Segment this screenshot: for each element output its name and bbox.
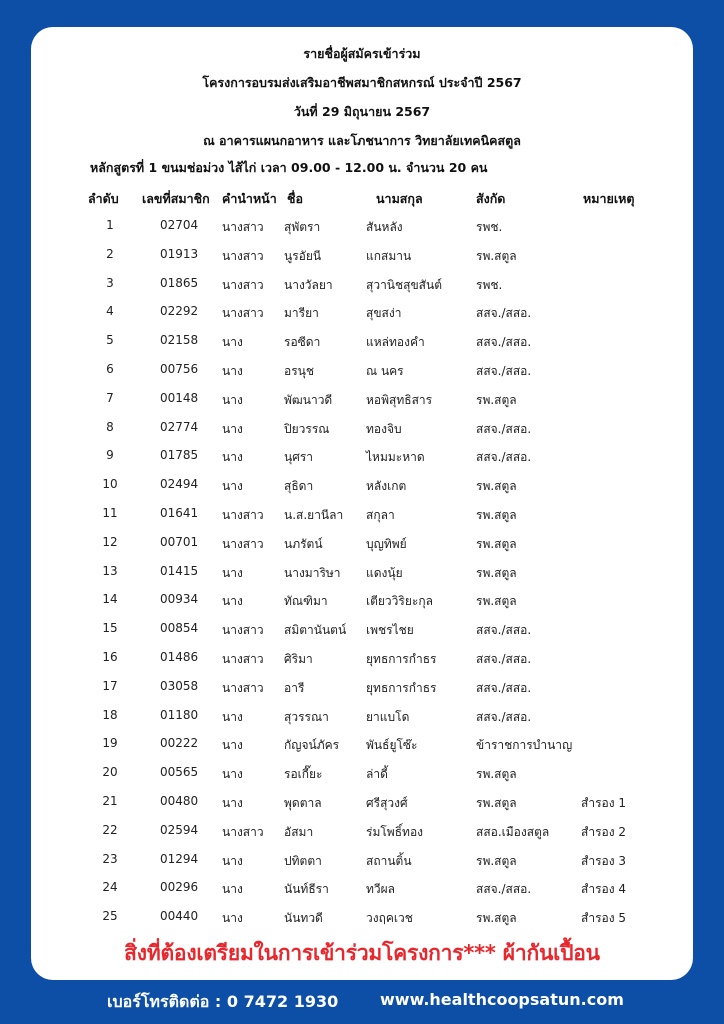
- row-note: สำรอง 2: [581, 824, 627, 839]
- row-no: 22: [102, 822, 118, 837]
- row-member-id: 02774: [160, 419, 199, 434]
- table-row: [0, 874, 724, 903]
- table-row: [0, 673, 724, 702]
- table-row: [0, 702, 724, 731]
- row-first-name: สุพัตรา: [284, 220, 321, 234]
- row-affiliation: สสจ./สสอ.: [476, 306, 532, 321]
- website-link[interactable]: www.healthcoopsatun.com: [380, 990, 624, 1009]
- col-no: ลำดับ: [88, 191, 119, 206]
- row-title: นาง: [222, 450, 243, 465]
- row-member-id: 00222: [160, 736, 199, 751]
- row-first-name: สุวรรณา: [284, 709, 329, 724]
- row-title: นางสาว: [222, 507, 264, 522]
- table-row: [0, 442, 724, 471]
- row-affiliation: สสจ./สสอ.: [476, 882, 532, 897]
- row-affiliation: รพช.: [476, 220, 503, 234]
- row-first-name: น.ส.ยานีลา: [284, 507, 344, 522]
- row-no: 25: [102, 909, 118, 924]
- row-no: 1: [106, 218, 114, 232]
- row-affiliation: สสจ./สสอ.: [476, 363, 532, 378]
- row-affiliation: สสจ./สสอ.: [476, 709, 532, 724]
- row-affiliation: รพ.สตูล: [476, 479, 517, 494]
- row-member-id: 01415: [160, 563, 199, 578]
- row-member-id: 00480: [160, 793, 199, 808]
- table-row: [0, 298, 724, 327]
- row-no: 3: [106, 275, 114, 290]
- row-first-name: รอซีดา: [284, 335, 321, 350]
- row-first-name: ปิยวรรณ: [284, 421, 330, 436]
- row-affiliation: สสจ./สสอ.: [476, 651, 532, 666]
- row-first-name: ทัณฑิมา: [284, 594, 328, 609]
- row-first-name: อรนุช: [284, 363, 314, 378]
- row-no: 13: [102, 563, 118, 578]
- row-affiliation: รพ.สตูล: [476, 507, 517, 522]
- table-row: [0, 385, 724, 414]
- row-surname: เตียววิริยะกุล: [366, 594, 433, 609]
- row-first-name: พุดตาล: [284, 795, 322, 810]
- row-surname: ณ นคร: [366, 363, 404, 378]
- row-affiliation: รพ.สตูล: [476, 536, 517, 551]
- row-member-id: 02158: [160, 333, 199, 348]
- row-member-id: 00148: [160, 390, 199, 405]
- row-member-id: 02704: [160, 218, 199, 232]
- row-surname: ยุทธการกำธร: [366, 680, 437, 695]
- event-venue: ณ อาคารแผนกอาหาร และโภชนาการ วิทยาลัยเทคนิคสตูล: [203, 133, 521, 148]
- row-affiliation: รพ.สตูล: [476, 795, 517, 810]
- row-member-id: 00701: [160, 534, 199, 549]
- row-title: นาง: [222, 882, 243, 897]
- row-title: นาง: [222, 363, 243, 378]
- row-title: นางสาว: [222, 824, 264, 839]
- table-row: [0, 644, 724, 673]
- course-info: หลักสูตรที่ 1 ขนมช่อม่วง ไส้ไก่ เวลา 09.00 - 12.00 น. จำนวน 20 คน: [90, 160, 488, 175]
- row-note: สำรอง 3: [581, 853, 627, 868]
- table-row: [0, 586, 724, 615]
- row-first-name: สุธิดา: [284, 479, 314, 494]
- row-surname: สุวานิชสุขสันต์: [366, 277, 442, 292]
- row-member-id: 01785: [160, 448, 199, 463]
- col-note: หมายเหตุ: [583, 191, 635, 206]
- table-row: [0, 730, 724, 759]
- row-title: นาง: [222, 795, 243, 810]
- col-surname: นามสกุล: [376, 191, 423, 206]
- row-affiliation: รพช.: [476, 277, 503, 292]
- row-member-id: 00934: [160, 592, 199, 607]
- row-member-id: 01641: [160, 505, 199, 520]
- participant-table: [0, 212, 724, 932]
- row-first-name: นันท์ธีรา: [284, 882, 329, 897]
- row-title: นางสาว: [222, 220, 264, 234]
- row-affiliation: สสจ./สสอ.: [476, 680, 532, 695]
- row-title: นาง: [222, 911, 243, 926]
- row-member-id: 02594: [160, 822, 199, 837]
- row-surname: ล่าดี้: [366, 767, 388, 782]
- table-row: [0, 615, 724, 644]
- row-affiliation: รพ.สตูล: [476, 911, 517, 926]
- row-affiliation: รพ.สตูล: [476, 853, 517, 868]
- col-member-id: เลขที่สมาชิก: [142, 191, 210, 206]
- row-surname: หลังเกต: [366, 479, 407, 494]
- row-first-name: มารียา: [284, 306, 319, 321]
- table-row: [0, 414, 724, 443]
- row-first-name: นางมาริษา: [284, 565, 341, 580]
- row-title: นางสาว: [222, 651, 264, 666]
- doc-title: รายชื่อผู้สมัครเข้าร่วม: [303, 46, 421, 61]
- row-first-name: นูรอัยนี: [284, 248, 322, 263]
- row-surname: ยุทธการกำธร: [366, 651, 437, 666]
- row-title: นาง: [222, 335, 243, 350]
- row-title: นาง: [222, 392, 243, 407]
- row-affiliation: รพ.สตูล: [476, 565, 517, 580]
- row-member-id: 02494: [160, 477, 199, 492]
- row-affiliation: สสจ./สสอ.: [476, 335, 532, 350]
- row-no: 6: [106, 361, 114, 376]
- row-first-name: ศิริมา: [284, 651, 313, 666]
- row-affiliation: สสอ.เมืองสตูล: [476, 824, 550, 839]
- row-title: นางสาว: [222, 680, 264, 695]
- row-no: 24: [102, 880, 118, 895]
- row-member-id: 01913: [160, 246, 199, 261]
- table-row: [0, 500, 724, 529]
- row-first-name: กัญจน์ภัคร: [284, 738, 340, 753]
- row-member-id: 00565: [160, 765, 199, 780]
- row-title: นาง: [222, 853, 243, 868]
- table-row: [0, 846, 724, 875]
- row-no: 15: [102, 621, 118, 636]
- row-no: 23: [102, 851, 118, 866]
- row-surname: ยาแบโด: [366, 709, 410, 724]
- row-surname: สถานติ้น: [366, 853, 412, 868]
- row-first-name: นุศรา: [284, 450, 314, 465]
- row-surname: แดงนุ้ย: [366, 565, 403, 580]
- row-no: 21: [102, 793, 118, 808]
- table-row: [0, 903, 724, 932]
- row-first-name: นางวัลยา: [284, 277, 333, 292]
- table-row: [0, 558, 724, 587]
- row-title: นาง: [222, 767, 243, 782]
- row-title: นาง: [222, 565, 243, 580]
- row-surname: ทวีผล: [366, 882, 396, 897]
- row-surname: ไหมมะหาด: [366, 450, 425, 465]
- row-surname: สันหลัง: [366, 220, 403, 234]
- row-member-id: 03058: [160, 678, 199, 693]
- row-member-id: 00296: [160, 880, 199, 895]
- row-surname: ศรีสุวงศ์: [366, 795, 408, 810]
- row-title: นางสาว: [222, 277, 264, 292]
- row-no: 14: [102, 592, 118, 607]
- row-member-id: 02292: [160, 304, 199, 319]
- row-no: 18: [102, 707, 118, 722]
- row-surname: บุญทิพย์: [366, 536, 407, 551]
- table-row: [0, 471, 724, 500]
- row-no: 4: [106, 304, 114, 319]
- row-note: สำรอง 4: [581, 882, 627, 897]
- row-note: สำรอง 1: [581, 795, 627, 810]
- row-surname: แหล่ทองคำ: [366, 335, 425, 350]
- project-title: โครงการอบรมส่งเสริมอาชีพสมาชิกสหกรณ์ ประจำปี 2567: [202, 75, 522, 90]
- row-title: นางสาว: [222, 623, 264, 638]
- table-row: [0, 327, 724, 356]
- row-member-id: 00854: [160, 621, 199, 636]
- row-no: 2: [106, 246, 114, 261]
- row-first-name: นภรัตน์: [284, 536, 323, 551]
- row-no: 12: [102, 534, 118, 549]
- table-row: [0, 788, 724, 817]
- row-surname: พันธ์ยูโซ๊ะ: [366, 738, 418, 753]
- col-title: คำนำหน้า: [222, 191, 277, 206]
- row-first-name: ปทิตตา: [284, 853, 322, 868]
- table-row: [0, 529, 724, 558]
- row-member-id: 01865: [160, 275, 199, 290]
- row-title: นาง: [222, 709, 243, 724]
- row-surname: วงฤคเวช: [366, 911, 413, 926]
- row-title: นาง: [222, 421, 243, 436]
- table-row: [0, 356, 724, 385]
- row-affiliation: ข้าราชการบำนาญ: [476, 738, 573, 753]
- row-surname: สุขสง่า: [366, 306, 402, 321]
- row-member-id: 00756: [160, 361, 199, 376]
- row-affiliation: สสจ./สสอ.: [476, 623, 532, 638]
- table-row: [0, 212, 724, 241]
- row-affiliation: รพ.สตูล: [476, 767, 517, 782]
- event-date: วันที่ 29 มิถุนายน 2567: [293, 104, 431, 119]
- col-affiliation: สังกัด: [476, 191, 506, 206]
- row-first-name: อัสมา: [284, 824, 314, 839]
- row-title: นาง: [222, 738, 243, 753]
- table-row: [0, 759, 724, 788]
- row-first-name: อารี: [284, 680, 305, 695]
- row-member-id: 01180: [160, 707, 199, 722]
- row-surname: สกุลา: [366, 507, 395, 522]
- row-surname: หอพิสุทธิสาร: [366, 392, 433, 407]
- row-no: 11: [102, 505, 118, 520]
- row-note: สำรอง 5: [581, 911, 627, 926]
- row-no: 5: [106, 333, 114, 348]
- row-member-id: 01294: [160, 851, 199, 866]
- row-no: 8: [106, 419, 114, 434]
- row-affiliation: รพ.สตูล: [476, 248, 517, 263]
- row-surname: แกสมาน: [366, 248, 412, 263]
- row-affiliation: สสจ./สสอ.: [476, 450, 532, 465]
- row-title: นาง: [222, 479, 243, 494]
- row-title: นางสาว: [222, 248, 264, 263]
- row-no: 10: [102, 477, 118, 492]
- table-row: [0, 817, 724, 846]
- row-no: 19: [102, 736, 118, 751]
- row-first-name: รอเกี๊ยะ: [284, 767, 323, 782]
- row-member-id: 00440: [160, 909, 199, 924]
- row-first-name: นันทวดี: [284, 911, 323, 926]
- row-no: 16: [102, 649, 118, 664]
- row-affiliation: รพ.สตูล: [476, 594, 517, 609]
- row-surname: เพชรไชย: [366, 623, 414, 638]
- row-affiliation: รพ.สตูล: [476, 392, 517, 407]
- row-no: 20: [102, 765, 118, 780]
- row-member-id: 01486: [160, 649, 199, 664]
- row-surname: ทองจิบ: [366, 421, 402, 436]
- preparation-notice: สิ่งที่ต้องเตรียมในการเข้าร่วมโครงการ*** ผ้ากันเปื้อน: [124, 941, 600, 965]
- table-row: [0, 241, 724, 270]
- col-first-name: ชื่อ: [287, 191, 303, 206]
- row-no: 7: [106, 390, 114, 405]
- row-title: นางสาว: [222, 536, 264, 551]
- row-no: 9: [106, 448, 114, 463]
- row-first-name: สมิตานันตน์: [284, 623, 347, 638]
- row-no: 17: [102, 678, 118, 693]
- contact-phone: เบอร์โทรติดต่อ : 0 7472 1930: [107, 992, 339, 1011]
- row-title: นางสาว: [222, 306, 264, 321]
- table-row: [0, 270, 724, 299]
- row-title: นาง: [222, 594, 243, 609]
- row-surname: ร่มโพธิ์ทอง: [366, 824, 424, 839]
- row-affiliation: สสจ./สสอ.: [476, 421, 532, 436]
- row-first-name: พัฒนาวดี: [284, 392, 333, 407]
